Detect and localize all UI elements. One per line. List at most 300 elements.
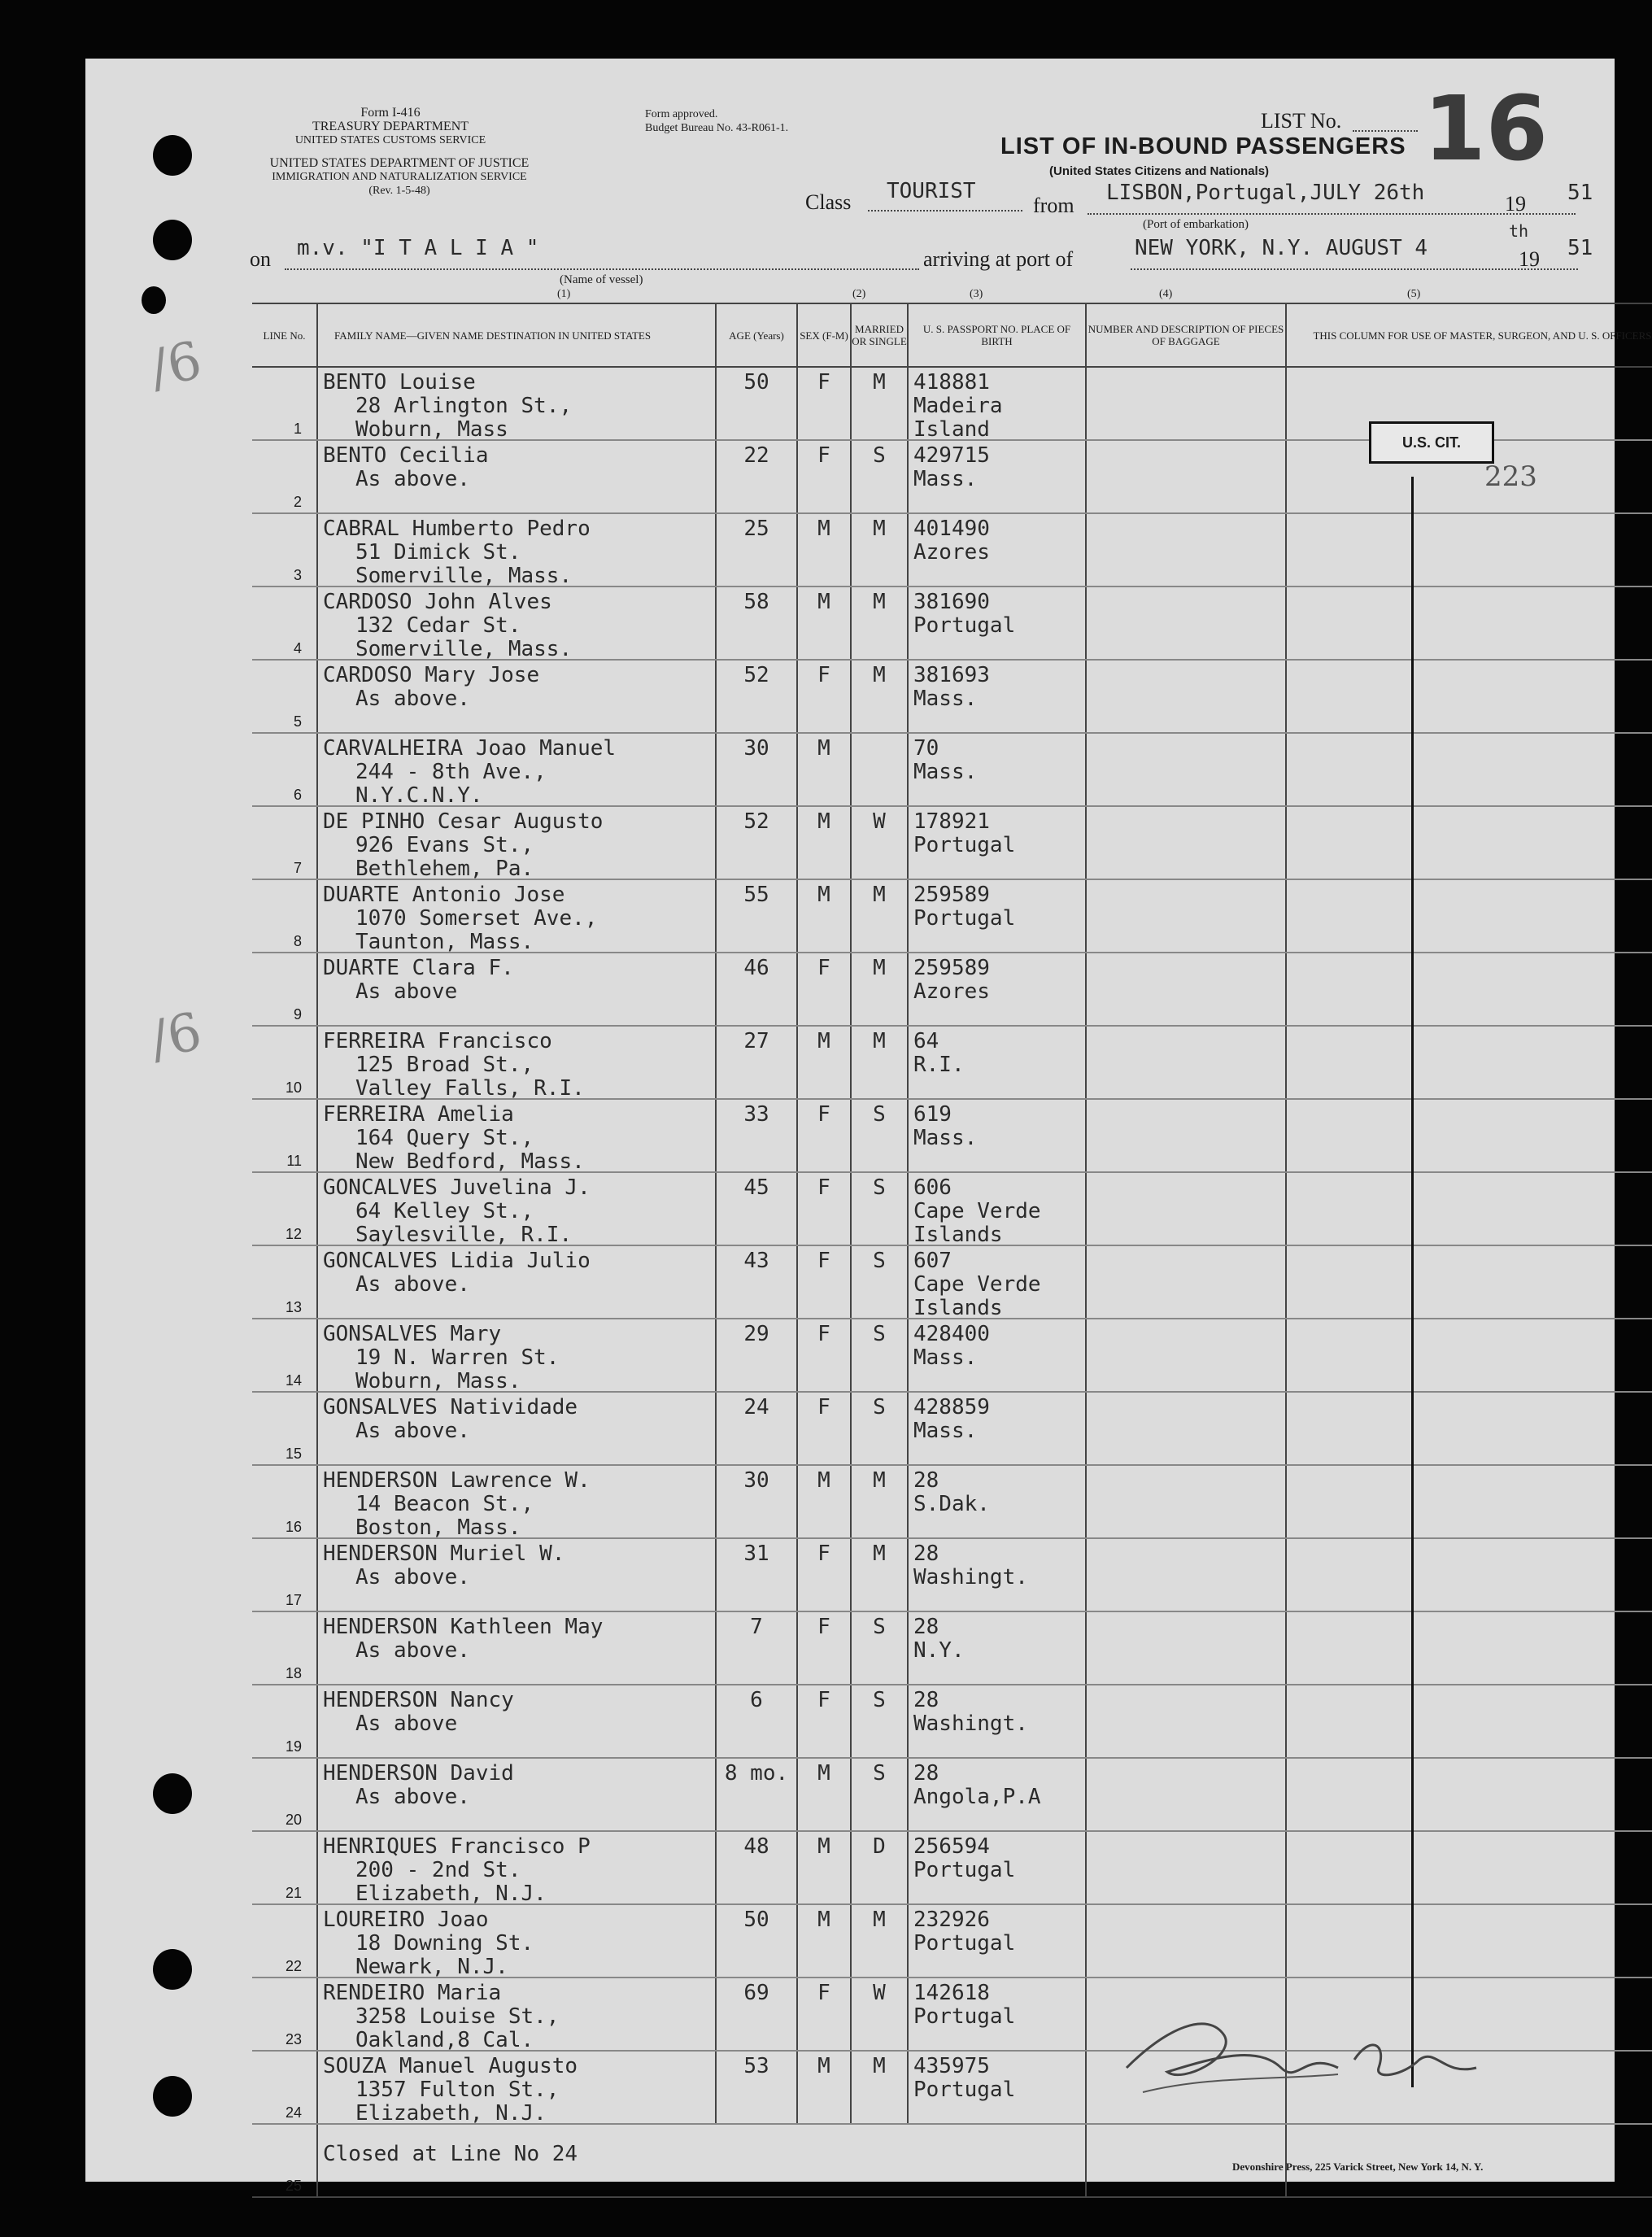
sex-cell-value: M [817,1908,830,1932]
sex-cell [797,1099,851,1172]
line-number: 16 [252,1465,317,1538]
birthplace-line-1: Cape Verde [913,1199,1041,1223]
destination-line-1: 200 - 2nd St. [355,1858,521,1882]
destination-line-2: Somerville, Mass. [355,564,573,588]
baggage-cell [1086,440,1286,513]
passport-birthplace-text [913,371,1003,442]
name-destination-cell [317,1758,716,1831]
passenger-name: FERREIRA Amelia [323,1102,514,1127]
age-cell [716,1392,797,1465]
sex-cell-value: F [817,1322,830,1346]
passenger-name: HENDERSON Kathleen May [323,1615,604,1639]
birthplace-line-2: Island [913,417,990,442]
age-cell-value: 30 [743,736,769,761]
sex-cell [797,1611,851,1685]
passport-birthplace-text [913,1982,1015,2029]
header-line-no: LINE No. [252,303,317,367]
column-number-5: (5) [1407,288,1421,300]
passenger-name: SOUZA Manuel Augusto [323,2054,578,2078]
officers-cell [1286,1685,1652,1758]
line-number: 19 [252,1685,317,1758]
name-destination-cell [317,733,716,806]
sex-cell [797,806,851,879]
passenger-name: HENDERSON David [323,1761,514,1786]
baggage-cell [1086,1392,1286,1465]
destination-line-2: Woburn, Mass [355,417,508,442]
name-destination-cell [317,1172,716,1245]
destination-line-1: 132 Cedar St. [355,613,521,638]
age-cell [716,1611,797,1685]
passport-birthplace-text [913,810,1015,857]
destination-line-1: As above. [355,467,470,491]
age-cell [716,440,797,513]
age-cell [716,1685,797,1758]
destination-line-2: Bethlehem, Pa. [355,857,534,881]
name-destination-text [323,1835,591,1906]
officers-cell [1286,1099,1652,1172]
age-cell-value: 6 [750,1688,763,1712]
passport-birthplace-text [913,1908,1015,1956]
passenger-name: BENTO Louise [323,370,476,395]
passport-number: 259589 [913,956,990,980]
name-destination-cell [317,587,716,660]
passport-birthplace-text [913,1469,990,1516]
table-row [252,1904,1652,1978]
line-number: 4 [252,587,317,660]
marital-status-cell [851,953,908,1026]
passport-number: 428400 [913,1322,990,1346]
passport-birthplace-text [913,664,990,711]
marital-status-cell [851,1392,908,1465]
officers-cell [1286,806,1652,879]
baggage-cell [1086,1245,1286,1319]
marital-status-cell-value: M [873,883,886,907]
officers-cell [1286,1831,1652,1904]
name-destination-cell [317,1538,716,1611]
closing-cell [317,2124,1086,2197]
baggage-cell [1086,1172,1286,1245]
birthplace-line-2: Islands [913,1223,1003,1247]
destination-line-1: As above. [355,1785,470,1809]
sex-cell [797,2051,851,2124]
passport-birthplace-text [913,1103,977,1150]
sex-cell [797,733,851,806]
table-row [252,1611,1652,1685]
baggage-cell [1086,660,1286,733]
name-destination-cell [317,1099,716,1172]
passport-number: 256594 [913,1834,990,1859]
arrival-year: 51 [1567,236,1593,260]
table-row [252,1172,1652,1245]
birthplace-line-1: Angola,P.A [913,1785,1041,1809]
officers-cell [1286,1392,1652,1465]
age-cell [716,1245,797,1319]
name-destination-text [323,1176,591,1247]
table-row [252,1392,1652,1465]
passport-number: 607 [913,1249,952,1273]
age-cell [716,1172,797,1245]
marital-status-cell [851,440,908,513]
destination-line-2: Boston, Mass. [355,1515,521,1540]
binder-hole [153,2076,192,2117]
on-label: on [250,247,271,271]
passport-birthplace-text [913,1689,1028,1736]
name-destination-cell [317,1978,716,2051]
port-embarkation-caption: (Port of embarkation) [1143,218,1249,231]
age-cell-value: 24 [743,1395,769,1419]
marital-status-cell-value: S [873,1322,886,1346]
passenger-table [252,303,1652,2198]
sex-cell-value: F [817,1688,830,1712]
passport-number: 606 [913,1175,952,1200]
destination-line-1: As above. [355,687,470,711]
name-destination-text [323,591,572,661]
marital-status-cell-value: W [873,1981,886,2005]
marital-status-cell [851,1685,908,1758]
table-row [252,1245,1652,1319]
marital-status-cell-value: M [873,956,886,980]
line-number: 9 [252,953,317,1026]
destination-line-1: 19 N. Warren St. [355,1345,560,1370]
age-cell [716,1758,797,1831]
destination-line-2: Valley Falls, R.I. [355,1076,585,1101]
passport-number: 28 [913,1688,939,1712]
age-cell-value: 31 [743,1541,769,1566]
treasury-department: TREASURY DEPARTMENT [312,120,469,133]
passport-number: 28 [913,1541,939,1566]
sex-cell-value: M [817,809,830,834]
sex-cell [797,1026,851,1099]
passenger-name: GONCALVES Juvelina J. [323,1175,591,1200]
birthplace-line-1: Portugal [913,833,1016,857]
customs-service: UNITED STATES CUSTOMS SERVICE [294,134,486,146]
sex-cell-value: F [817,1615,830,1639]
destination-line-1: 164 Query St., [355,1126,534,1150]
age-cell-value: 69 [743,1981,769,2005]
birthplace-line-1: Cape Verde [913,1272,1041,1297]
passport-birthplace-cell [908,1978,1086,2051]
passport-birthplace-cell [908,1904,1086,1978]
age-cell [716,513,797,587]
marital-status-cell [851,367,908,440]
line-number: 22 [252,1904,317,1978]
age-cell-value: 53 [743,2054,769,2078]
name-destination-text [323,2055,578,2126]
passport-number: 28 [913,1615,939,1639]
revision-line: (Rev. 1-5-48) [368,185,430,197]
marital-status-cell [851,1758,908,1831]
sex-cell [797,1245,851,1319]
passport-birthplace-cell [908,953,1086,1026]
line-number: 8 [252,879,317,953]
age-cell-value: 52 [743,809,769,834]
marital-status-cell-value: M [873,590,886,614]
arriving-label: arriving at port of [923,247,1074,271]
baggage-cell [1086,1904,1286,1978]
line-number: 25 [252,2124,317,2197]
table-row [252,1758,1652,1831]
column-number-4: (4) [1159,288,1173,300]
sex-cell [797,1831,851,1904]
name-destination-cell [317,879,716,953]
form-approval [645,107,788,135]
age-cell [716,1904,797,1978]
vessel-caption: (Name of vessel) [560,273,643,286]
passport-birthplace-cell [908,2051,1086,2124]
destination-line-1: As above. [355,1419,470,1443]
passport-birthplace-cell [908,879,1086,953]
age-cell-value: 8 mo. [724,1761,789,1786]
sex-cell [797,1758,851,1831]
sex-cell [797,1978,851,2051]
manifest-page [85,59,1652,2194]
passport-birthplace-cell [908,440,1086,513]
sex-cell [797,367,851,440]
destination-line-1: 1357 Fulton St., [355,2078,560,2102]
passport-birthplace-text [913,1762,1041,1809]
line-number: 10 [252,1026,317,1099]
birthplace-line-1: Washingt. [913,1712,1028,1736]
name-destination-text [323,1689,514,1736]
officers-cell [1286,1026,1652,1099]
class-value: TOURIST [887,179,976,203]
officers-cell [1286,1538,1652,1611]
age-cell [716,587,797,660]
passenger-name: BENTO Cecilia [323,443,489,468]
destination-line-1: 64 Kelley St., [355,1199,534,1223]
age-cell [716,879,797,953]
list-number-label: LIST No. [1261,109,1342,133]
marital-status-cell-value: S [873,1688,886,1712]
age-cell-value: 30 [743,1468,769,1493]
table-row [252,879,1652,953]
arrival-date-suffix: th [1509,221,1529,241]
baggage-cell [1086,806,1286,879]
sex-cell [797,513,851,587]
age-cell [716,1319,797,1392]
destination-line-2: Newark, N.J. [355,1955,508,1979]
marital-status-cell [851,733,908,806]
passport-number: 64 [913,1029,939,1053]
marital-status-cell-value: S [873,1395,886,1419]
column-number-2: (2) [852,288,866,300]
destination-line-1: 1070 Somerset Ave., [355,906,598,931]
header-age: AGE (Years) [716,303,797,367]
passport-birthplace-text [913,737,977,784]
age-cell-value: 50 [743,370,769,395]
passport-birthplace-text [913,1249,1041,1320]
table-row [252,587,1652,660]
from-label: from [1033,194,1074,217]
marital-status-cell-value: W [873,809,886,834]
marital-status-cell [851,1831,908,1904]
sex-cell-value: F [817,1541,830,1566]
baggage-cell [1086,587,1286,660]
marital-status-cell-value: M [873,663,886,687]
sex-cell [797,587,851,660]
age-cell [716,1831,797,1904]
name-destination-cell [317,1392,716,1465]
passport-number: 428859 [913,1395,990,1419]
sex-cell [797,1465,851,1538]
table-row [252,1685,1652,1758]
name-destination-text [323,1616,603,1663]
destination-line-2: Saylesville, R.I. [355,1223,573,1247]
name-destination-cell [317,1904,716,1978]
sex-cell-value: F [817,663,830,687]
doj-line: UNITED STATES DEPARTMENT OF JUSTICE [269,156,530,170]
passenger-name: HENDERSON Lawrence W. [323,1468,591,1493]
marital-status-cell [851,1172,908,1245]
sex-cell-value: M [817,1468,830,1493]
passport-birthplace-cell [908,367,1086,440]
age-cell-value: 43 [743,1249,769,1273]
marital-status-cell [851,806,908,879]
passport-birthplace-text [913,957,990,1004]
birthplace-line-1: Madeira [913,394,1003,418]
passport-number: 429715 [913,443,990,468]
baggage-cell [1086,1099,1286,1172]
passenger-name: LOUREIRO Joao [323,1908,489,1932]
name-destination-text [323,1396,578,1443]
marital-status-cell [851,879,908,953]
marital-status-cell [851,513,908,587]
age-cell [716,660,797,733]
passport-number: 142618 [913,1981,990,2005]
destination-line-1: As above. [355,1565,470,1589]
passport-birthplace-cell [908,1099,1086,1172]
pencil-annotation-number: 223 [1484,460,1537,493]
officers-cell [1286,660,1652,733]
destination-line-2: Somerville, Mass. [355,637,573,661]
form-identification [256,106,525,147]
passport-birthplace-text [913,1542,1028,1589]
line-number: 5 [252,660,317,733]
destination-line-1: 926 Evans St., [355,833,534,857]
sex-cell-value: F [817,956,830,980]
passport-number: 70 [913,736,939,761]
name-destination-cell [317,1465,716,1538]
form-subtitle: (United States Citizens and Nationals) [1049,164,1270,178]
passport-birthplace-cell [908,1611,1086,1685]
officers-cell [1286,587,1652,660]
name-destination-cell [317,953,716,1026]
destination-line-1: 18 Downing St. [355,1931,534,1956]
budget-bureau-line: Budget Bureau No. 43-R061-1. [645,122,789,134]
table-row [252,1831,1652,1904]
passenger-name: CABRAL Humberto Pedro [323,517,591,541]
form-number: Form I-416 [360,106,421,120]
marital-status-cell [851,1465,908,1538]
baggage-cell [1086,1538,1286,1611]
sex-cell-value: F [817,443,830,468]
line-number: 23 [252,1978,317,2051]
name-destination-text [323,810,603,881]
marital-status-cell-value: M [873,1029,886,1053]
name-destination-text [323,517,591,588]
passport-birthplace-text [913,517,990,565]
column-number-3: (3) [970,288,983,300]
passport-number: 28 [913,1468,939,1493]
passenger-name: FERREIRA Francisco [323,1029,552,1053]
marital-status-cell [851,1245,908,1319]
sex-cell [797,1172,851,1245]
destination-line-1: 125 Broad St., [355,1053,534,1077]
marital-status-cell-value: D [873,1834,886,1859]
passenger-name: DUARTE Clara F. [323,956,514,980]
passport-birthplace-cell [908,587,1086,660]
name-destination-cell [317,1026,716,1099]
passport-number: 381693 [913,663,990,687]
name-destination-text [323,1762,514,1809]
table-row [252,513,1652,587]
from-year-prefix: 19 [1505,192,1526,216]
marital-status-cell [851,1099,908,1172]
sex-cell [797,953,851,1026]
line-number: 3 [252,513,317,587]
name-destination-cell [317,660,716,733]
table-row [252,1026,1652,1099]
header-name-destination: FAMILY NAME—GIVEN NAME DESTINATION IN UNITED STATES [317,303,716,367]
sex-cell-value: M [817,1761,830,1786]
list-number: 16 [1423,76,1549,181]
age-cell [716,1465,797,1538]
sex-cell-value: F [817,370,830,395]
name-destination-cell [317,367,716,440]
marital-status-cell-value: S [873,1761,886,1786]
line-number: 6 [252,733,317,806]
closed-at-line-note: Closed at Line No 24 [323,2142,578,2166]
passenger-name: CARVALHEIRA Joao Manuel [323,736,617,761]
passport-number: 178921 [913,809,990,834]
passenger-name: RENDEIRO Maria [323,1981,502,2005]
table-row [252,1319,1652,1392]
marital-status-cell-value: M [873,2054,886,2078]
sex-cell [797,1904,851,1978]
name-destination-text [323,1103,585,1174]
passenger-name: GONCALVES Lidia Julio [323,1249,591,1273]
destination-line-1: 51 Dimick St. [355,540,521,565]
passport-birthplace-cell [908,1245,1086,1319]
binder-hole [153,1949,192,1990]
table-header-row [252,303,1652,367]
line-number: 24 [252,2051,317,2124]
line-number: 11 [252,1099,317,1172]
baggage-cell [1086,1685,1286,1758]
passport-birthplace-text [913,591,1015,638]
sex-cell-value: F [817,1175,830,1200]
line-number: 14 [252,1319,317,1392]
ins-line: IMMIGRATION AND NATURALIZATION SERVICE [272,171,527,183]
name-destination-text [323,883,597,954]
header-baggage: NUMBER AND DESCRIPTION OF PIECES OF BAGGAGE [1086,303,1286,367]
destination-line-1: 244 - 8th Ave., [355,760,547,784]
marital-status-cell-value: M [873,1908,886,1932]
sex-cell-value: M [817,736,830,761]
birthplace-line-1: Mass. [913,1345,978,1370]
birthplace-line-1: Portugal [913,2004,1016,2029]
officers-cell [1286,733,1652,806]
header-passport-birthplace: U. S. PASSPORT NO. PLACE OF BIRTH [908,303,1086,367]
marital-status-cell [851,587,908,660]
sex-cell-value: F [817,1981,830,2005]
passenger-name: HENDERSON Nancy [323,1688,514,1712]
baggage-cell [1086,1465,1286,1538]
table-row [252,1538,1652,1611]
passport-birthplace-cell [908,1685,1086,1758]
birthplace-line-1: Portugal [913,2078,1016,2102]
name-destination-text [323,1542,564,1589]
